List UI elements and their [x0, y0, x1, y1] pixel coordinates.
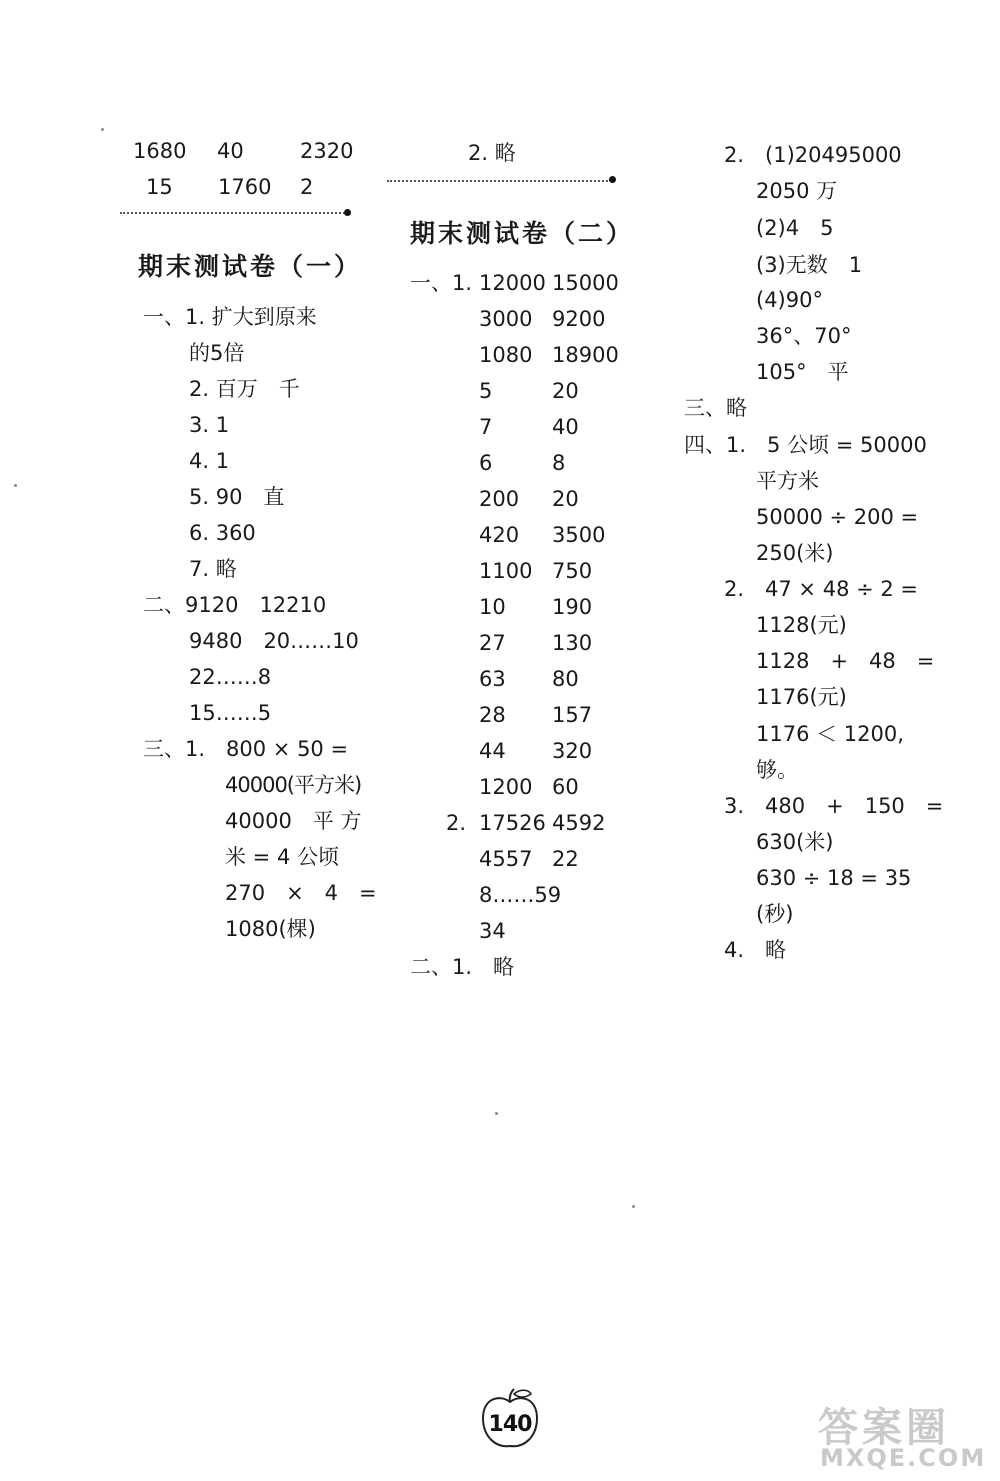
- col3-line: (3)无数 1: [756, 253, 863, 277]
- col2-top-line: 2. 略: [468, 141, 516, 165]
- col2-q2-pair-b: 22: [552, 847, 579, 871]
- col3-line: 1128(元): [756, 613, 847, 637]
- col1-line: 6. 360: [189, 521, 256, 545]
- col1-top-row2-a: 15: [146, 175, 173, 199]
- col2-divider: [387, 180, 612, 182]
- col3-line: (秒): [756, 902, 794, 926]
- watermark-logo: [818, 1394, 990, 1474]
- col1-line: 270 × 4 =: [225, 881, 377, 905]
- col2-pair-b: 80: [552, 667, 579, 691]
- col1-top-row1-a: 1680: [133, 139, 187, 163]
- col1-divider-dot: [344, 209, 351, 216]
- col2-pair-a: 1080: [479, 343, 533, 367]
- col3-line: 够。: [756, 758, 798, 782]
- col3-line: 50000 ÷ 200 =: [756, 505, 919, 529]
- col2-pair-b: 750: [552, 559, 593, 583]
- watermark-line1: 答案圈: [818, 1405, 950, 1451]
- col3-line: 四、1. 5 公顷 = 50000: [684, 433, 927, 457]
- col2-pair-b: 15000: [552, 271, 619, 295]
- col1-line: 二、9120 12210: [143, 593, 327, 617]
- col3-line: 2. 47 × 48 ÷ 2 =: [724, 577, 919, 601]
- col3-line: 3. 480 + 150 =: [724, 794, 944, 818]
- col3-line: 平方米: [756, 469, 819, 493]
- col2-pair-a: 27: [479, 631, 506, 655]
- col1-line: 一、1. 扩大到原来: [143, 305, 317, 329]
- col3-line: 2050 万: [756, 179, 838, 203]
- col2-pair-b: 8: [552, 451, 566, 475]
- col2-pair-b: 20: [552, 487, 579, 511]
- scan-speck: [14, 484, 17, 487]
- col2-pair-a: 1200: [479, 775, 533, 799]
- col2-pair-a: 7: [479, 415, 493, 439]
- col2-q1-label: 一、1.: [410, 271, 473, 295]
- col3-line: 1128 + 48 =: [756, 649, 935, 673]
- scan-speck: [101, 128, 104, 131]
- col2-pair-a: 44: [479, 739, 506, 763]
- watermark-line2: MXQE.COM: [820, 1444, 987, 1472]
- col1-line: 1080(棵): [225, 917, 316, 941]
- col2-pair-a: 3000: [479, 307, 533, 331]
- col1-top-row2-c: 2: [300, 175, 314, 199]
- col3-line: 1176(元): [756, 685, 847, 709]
- col1-line: 15……5: [189, 701, 272, 725]
- page-number: 140: [488, 1412, 532, 1437]
- col3-line: 630 ÷ 18 = 35: [756, 866, 912, 890]
- col2-pair-b: 60: [552, 775, 579, 799]
- col3-line: 三、略: [684, 396, 747, 420]
- col2-pair-b: 320: [552, 739, 593, 763]
- col2-pair-b: 190: [552, 595, 593, 619]
- col2-pair-a: 200: [479, 487, 520, 511]
- col1-line: 40000(平方米): [225, 773, 362, 797]
- col3-line: 630(米): [756, 830, 834, 854]
- col2-last-line: 二、1. 略: [410, 955, 515, 979]
- col1-line: 米 = 4 公顷: [225, 845, 339, 869]
- col1-line: 5. 90 直: [189, 485, 285, 509]
- col3-line: 1176 ＜ 1200,: [756, 722, 904, 746]
- col3-line: (2)4 5: [756, 216, 834, 240]
- col1-title: 期末测试卷（一）: [138, 252, 363, 281]
- col3-line: 105° 平: [756, 360, 849, 384]
- col2-pair-a: 6: [479, 451, 493, 475]
- col1-top-row1-c: 2320: [300, 139, 354, 163]
- col2-title: 期末测试卷（二）: [410, 219, 635, 248]
- col2-divider-dot: [609, 176, 616, 183]
- col1-line: 的5倍: [189, 341, 245, 365]
- col2-pair-a: 420: [479, 523, 520, 547]
- col3-line: 4. 略: [724, 938, 787, 962]
- col1-line: 4. 1: [189, 449, 230, 473]
- col1-line: 22……8: [189, 665, 272, 689]
- col1-top-row1-b: 40: [217, 139, 244, 163]
- col3-line: 36°、70°: [756, 324, 852, 348]
- page-number-badge: [475, 1388, 545, 1450]
- col2-pair-a: 28: [479, 703, 506, 727]
- col2-pair-b: 3500: [552, 523, 606, 547]
- col2-q2-pair-b: 4592: [552, 811, 606, 835]
- col2-pair-b: 40: [552, 415, 579, 439]
- col1-line: 3. 1: [189, 413, 230, 437]
- col2-q2-extra: 8……59: [479, 883, 562, 907]
- col1-line: 40000 平 方: [225, 809, 362, 833]
- col3-line: 250(米): [756, 541, 834, 565]
- scan-speck: [632, 1205, 635, 1208]
- col3-line: (4)90°: [756, 288, 823, 312]
- col2-q2-extra: 34: [479, 919, 506, 943]
- col2-q2-label: 2.: [446, 811, 467, 835]
- scan-speck: [495, 1112, 498, 1115]
- col2-pair-b: 18900: [552, 343, 619, 367]
- col1-line: 三、1. 800 × 50 =: [143, 737, 349, 761]
- col2-pair-a: 1100: [479, 559, 533, 583]
- col3-line: 2. (1)20495000: [724, 143, 902, 167]
- col1-top-row2-b: 1760: [218, 175, 272, 199]
- col2-pair-b: 20: [552, 379, 579, 403]
- col2-pair-a: 5: [479, 379, 493, 403]
- col2-q2-pair-a: 4557: [479, 847, 533, 871]
- col2-pair-a: 10: [479, 595, 506, 619]
- col2-q2-pair-a: 17526: [479, 811, 546, 835]
- col1-line: 2. 百万 千: [189, 377, 300, 401]
- col2-pair-a: 63: [479, 667, 506, 691]
- col2-pair-b: 130: [552, 631, 593, 655]
- col2-pair-b: 9200: [552, 307, 606, 331]
- col2-pair-b: 157: [552, 703, 593, 727]
- col2-pair-a: 12000: [479, 271, 546, 295]
- col1-line: 9480 20……10: [189, 629, 359, 653]
- col1-line: 7. 略: [189, 557, 237, 581]
- col1-divider: [120, 212, 345, 214]
